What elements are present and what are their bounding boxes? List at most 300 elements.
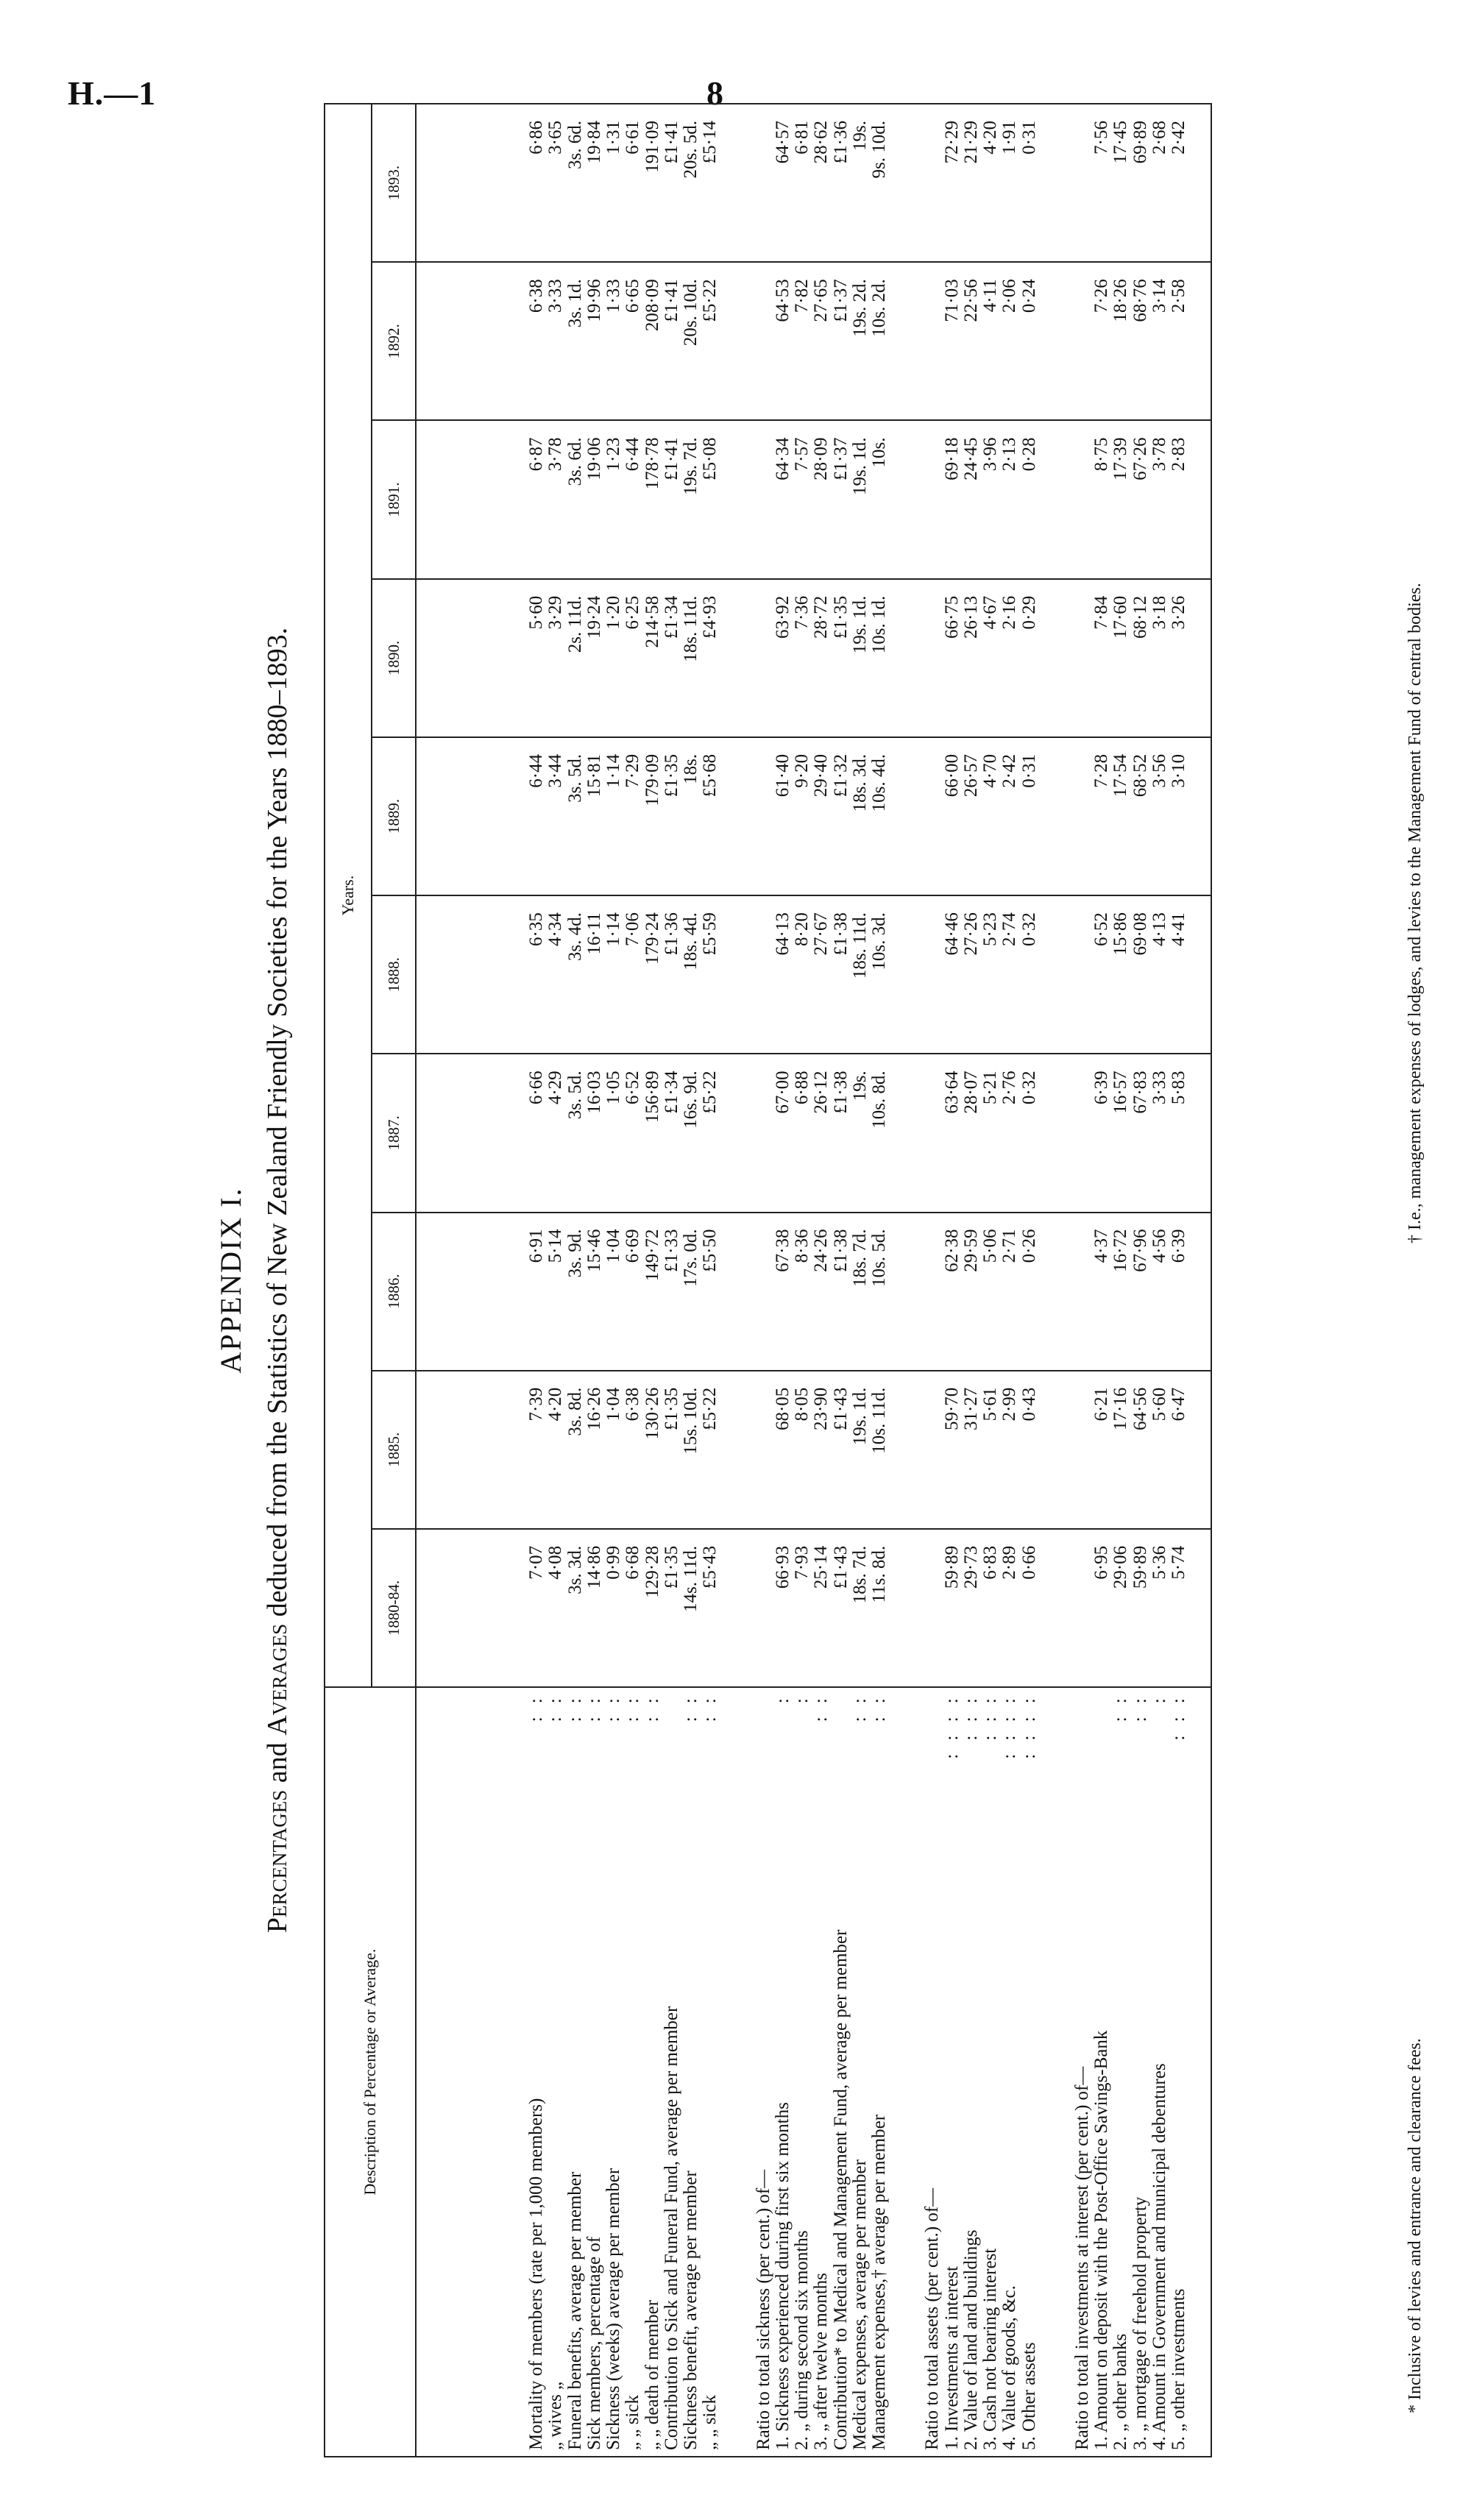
table-cell: 68·76 [1131,262,1150,420]
row-label-text: Sickness benefit, average per member [681,2171,701,2450]
table-cell: 66·75 [943,579,962,737]
table-cell [720,1371,773,1529]
table-cell: 66·93 [773,1529,793,1687]
table-cell: 69·89 [1131,104,1150,262]
row-label [870,1687,889,2457]
table-cell: £5·22 [701,262,720,420]
table-cell: 156·89 [643,1054,662,1212]
table-cell: 3s. 6d. [566,104,585,262]
table-cell: 4·11 [981,262,1000,420]
table-cell: 3·44 [546,737,565,895]
table-row [623,104,642,2457]
table-cell: 71·03 [943,262,962,420]
row-label [943,1687,962,2457]
table-cell: 10s. 3d. [870,895,889,1054]
table-cell [1039,1213,1092,1371]
table-cell: 17s. 0d. [681,1213,701,1371]
row-label [812,1687,831,2457]
table-cell: 29·06 [1111,1529,1130,1687]
year-header: 1880-84. [372,1529,416,1687]
table-cell [889,1213,942,1371]
table-cell: 6·25 [623,579,642,737]
table-cell: 6·83 [981,1529,1000,1687]
table-cell: 20s. 5d. [681,104,701,262]
table-cell: 1·91 [1000,104,1019,262]
table-cell: 10s. 1d. [870,579,889,737]
table-row [981,104,1000,2457]
table-cell: 68·05 [773,1371,793,1529]
table-cell: 7·56 [1092,104,1111,262]
row-label-text: „ „ sick [700,2395,720,2450]
table-cell: 149·72 [643,1213,662,1371]
table-cell [720,262,773,420]
row-leader-dots: : : [700,1694,720,1722]
row-leader-dots: : : [681,1694,701,1722]
table-row [681,104,701,2457]
table-cell: 5·23 [981,895,1000,1054]
table-cell: 18s. 3d. [851,737,870,895]
table-cell: 10s. 5d. [870,1213,889,1371]
table-cell: 67·38 [773,1213,793,1371]
table-cell: 129·28 [643,1529,662,1687]
table-cell [720,1054,773,1212]
table-cell: 28·72 [812,579,831,737]
row-label-text: Sick members, percentage of [584,2236,604,2450]
table-cell: 26·12 [812,1054,831,1212]
row-label-text: „ wives „ [545,2381,566,2450]
table-cell: 25·14 [812,1529,831,1687]
table-cell: 20s. 10d. [681,262,701,420]
table-cell: £5·68 [701,737,720,895]
row-label [889,1687,942,2457]
table-cell: 28·62 [812,104,831,262]
table-cell: 59·70 [943,1371,962,1529]
table-cell: 64·13 [773,895,793,1054]
year-header: 1891. [372,421,416,579]
table-cell: 3s. 5d. [566,737,585,895]
table-cell: 66·00 [943,737,962,895]
row-label [1169,1687,1211,2457]
table-cell: £1·38 [832,895,851,1054]
table-cell: 0·43 [1020,1371,1039,1529]
table-cell: 18s. 7d. [851,1529,870,1687]
table-cell: 5·60 [416,579,546,737]
table-cell: 1·14 [604,895,623,1054]
table-cell: 2s. 11d. [566,579,585,737]
row-label-text: 5. „ other investments [1169,2288,1188,2450]
table-cell: 62·38 [943,1213,962,1371]
table-cell: 7·57 [793,421,812,579]
table-cell: 130·26 [643,1371,662,1529]
row-label-text: 3. „ after twelve months [811,2273,832,2450]
table-cell: 4·13 [1150,895,1169,1054]
table-cell: 26·13 [962,579,981,737]
row-leader-dots: : : [849,1694,870,1722]
table-cell [889,579,942,737]
table-cell: 8·36 [793,1213,812,1371]
table-cell [1039,579,1092,737]
table-cell: 6·68 [623,1529,642,1687]
table-cell: 15·86 [1111,895,1130,1054]
table-cell: 1·14 [604,737,623,895]
row-leader-dots: : [792,1694,812,1704]
table-row [1000,104,1019,2457]
table-cell: 19·96 [585,262,604,420]
row-label-text: Sickness (weeks) average per member [603,2168,623,2450]
table-cell: 18s. 4d. [681,895,701,1054]
row-label-text: Ratio to total investments at interest (per cent.) of— [1071,2066,1092,2450]
row-label [773,1687,793,2457]
table-cell: £1·34 [662,579,681,737]
table-cell: 19s. 1d. [851,579,870,737]
table-cell: 2·89 [1000,1529,1019,1687]
table-cell: 2·06 [1000,262,1019,420]
row-leader-dots: : : [584,1694,604,1722]
table-cell: 10s. 4d. [870,737,889,895]
table-cell: 63·92 [773,579,793,737]
table-cell: 6·81 [793,104,812,262]
table-cell: 5·21 [981,1054,1000,1212]
table-cell: £5·14 [701,104,720,262]
table-row [1131,104,1150,2457]
table-cell: 8·75 [1092,421,1111,579]
table-cell [720,895,773,1054]
table-cell: 3·33 [546,262,565,420]
table-cell: 179·09 [643,737,662,895]
table-cell: 7·07 [416,1529,546,1687]
table-cell: 10s. 8d. [870,1054,889,1212]
table-cell: 19·84 [585,104,604,262]
table-cell: 6·52 [623,1054,642,1212]
table-cell: 0·28 [1020,421,1039,579]
table-cell [1039,1371,1092,1529]
row-label-text: Management expenses,† average per member [869,2114,889,2450]
row-label-text: Ratio to total sickness (per cent.) of— [753,2169,773,2450]
row-label [585,1687,604,2457]
table-cell: 69·08 [1131,895,1150,1054]
row-label [793,1687,812,2457]
page-number: 8 [706,74,723,112]
table-cell: 4·56 [1150,1213,1169,1371]
row-label-text: 4. Value of goods, &c. [999,2285,1020,2450]
year-header: 1887. [372,1054,416,1212]
row-label [681,1687,701,2457]
row-label-text: 3. „ mortgage of freehold property [1130,2196,1150,2450]
table-cell: 4·67 [981,579,1000,737]
table-row [812,104,831,2457]
row-label [701,1687,720,2457]
footnote-management-expenses: † I.e., management expenses of lodges, and levies to the Management Fund of central bodies. [1406,583,1425,1243]
table-cell: 3·29 [546,579,565,737]
row-label [1150,1687,1169,2457]
table-cell: 191·09 [643,104,662,262]
table-cell: £5·22 [701,1054,720,1212]
table-cell [720,737,773,895]
row-leader-dots: : [772,1694,793,1704]
table-cell: 1·04 [604,1213,623,1371]
table-cell: 7·06 [623,895,642,1054]
table-cell: 1·23 [604,421,623,579]
table-cell: 1·20 [604,579,623,737]
table-cell: 3s. 5d. [566,1054,585,1212]
table-cell: 18s. [681,737,701,895]
table-cell: 6·65 [623,262,642,420]
table-cell: 4·29 [546,1054,565,1212]
table-cell: £5·43 [701,1529,720,1687]
row-label-text: 3. Cash not bearing interest [980,2248,1000,2450]
row-label [962,1687,981,2457]
table-cell: 67·83 [1131,1054,1150,1212]
table-row [1039,104,1092,2457]
appendix-title: APPENDIX I. [214,1187,247,1374]
table-cell: 3·65 [546,104,565,262]
table-cell: £1·38 [832,1213,851,1371]
table-row [546,104,565,2457]
table-cell: 2·58 [1169,262,1211,420]
table-cell: 15·46 [585,1213,604,1371]
table-row [870,104,889,2457]
row-label [851,1687,870,2457]
table-cell: £1·35 [832,579,851,737]
table-row [851,104,870,2457]
row-label-text: 1. Amount on deposit with the Post-Office Savings-Bank [1091,2030,1111,2450]
table-cell: 7·36 [793,579,812,737]
table-cell [720,1529,773,1687]
table-cell: 1·05 [604,1054,623,1212]
table-cell: 2·83 [1169,421,1211,579]
table-cell: 3·26 [1169,579,1211,737]
table-cell: £1·34 [662,1054,681,1212]
row-label-text: 5. Other assets [1018,2342,1039,2450]
row-label [1020,1687,1039,2457]
table-cell: £1·36 [832,104,851,262]
row-leader-dots: : : [1130,1694,1150,1722]
table-cell: 6·95 [1092,1529,1111,1687]
table-cell: £5·50 [701,1213,720,1371]
table-cell: £4·93 [701,579,720,737]
table-cell: 7·29 [623,737,642,895]
year-header: 1889. [372,737,416,895]
table-cell: 6·86 [416,104,546,262]
row-label-text: Mortality of members (rate per 1,000 members) [526,2098,546,2450]
table-cell: 6·44 [416,737,546,895]
row-label [981,1687,1000,2457]
table-cell: 0·29 [1020,579,1039,737]
table-cell: 6·87 [416,421,546,579]
row-label [604,1687,623,2457]
table-cell: 7·39 [416,1371,546,1529]
row-label [546,1687,565,2457]
table-body [416,104,1211,2457]
table-cell: 19·06 [585,421,604,579]
table-cell [720,104,773,262]
row-leader-dots: : : [526,1694,546,1722]
table-cell: 19s. 1d. [851,1371,870,1529]
table-cell: 17·60 [1111,579,1130,737]
table-cell: 0·99 [604,1529,623,1687]
table-cell: £1·37 [832,421,851,579]
table-cell: 6·61 [623,104,642,262]
table-cell: 2·71 [1000,1213,1019,1371]
table-cell: 27·65 [812,262,831,420]
table-cell: 3·18 [1150,579,1169,737]
table-cell [889,104,942,262]
year-header: 1885. [372,1371,416,1529]
table-cell: £1·41 [662,104,681,262]
table-cell: 3·56 [1150,737,1169,895]
year-header: 1890. [372,579,416,737]
table-cell: 3·78 [546,421,565,579]
table-cell: 23·90 [812,1371,831,1529]
table-cell: 18·26 [1111,262,1130,420]
table-cell [1039,262,1092,420]
table-row [1092,104,1111,2457]
table-cell: 4·20 [546,1371,565,1529]
table-cell: 17·45 [1111,104,1130,262]
table-cell: 64·57 [773,104,793,262]
row-label [1000,1687,1019,2457]
table-row [566,104,585,2457]
table-cell: 5·61 [981,1371,1000,1529]
table-cell: 67·00 [773,1054,793,1212]
table-cell: 3·14 [1150,262,1169,420]
table-cell: £1·37 [832,262,851,420]
table-cell: 3·96 [981,421,1000,579]
table-cell: 5·36 [1150,1529,1169,1687]
table-cell: 6·88 [793,1054,812,1212]
rotated-table-sheet [199,103,1450,2457]
table-row [793,104,812,2457]
table-cell: 68·52 [1131,737,1150,895]
row-label-text: „ „ death of member [642,2299,662,2450]
table-cell: 214·58 [643,579,662,737]
table-cell: £1·33 [662,1213,681,1371]
table-cell: £1·41 [662,421,681,579]
year-header: 1888. [372,895,416,1054]
table-cell: 10s. [870,421,889,579]
table-cell [889,262,942,420]
row-label-text: 2. Value of land and buildings [960,2229,981,2450]
table-cell: 5·14 [546,1213,565,1371]
table-cell: 6·21 [1092,1371,1111,1529]
table-cell: £1·38 [832,1054,851,1212]
table-cell: 14·86 [585,1529,604,1687]
year-header: 1893. [372,104,416,262]
row-leader-dots: : : [623,1694,643,1722]
table-cell: 21·29 [962,104,981,262]
table-row [604,104,623,2457]
table-cell: 6·66 [416,1054,546,1212]
table-cell: 2·68 [1150,104,1169,262]
table-cell: £1·35 [662,1529,681,1687]
table-cell: 5·06 [981,1213,1000,1371]
table-cell [889,1529,942,1687]
table-cell: 2·74 [1000,895,1019,1054]
table-cell: 29·73 [962,1529,981,1687]
table-cell: 1·33 [604,262,623,420]
table-cell: 17·39 [1111,421,1130,579]
table-cell: 6·69 [623,1213,642,1371]
row-label [1131,1687,1150,2457]
table-cell: 6·47 [1169,1371,1211,1529]
row-leader-dots: : : [564,1694,585,1722]
title-percentages: Percentages [262,1789,293,1934]
table-cell: 0·31 [1020,104,1039,262]
table-cell: 72·29 [943,104,962,262]
table-cell: 18s. 11d. [851,895,870,1054]
table-cell: 16·72 [1111,1213,1130,1371]
table-cell: 29·59 [962,1213,981,1371]
table-cell [720,421,773,579]
table-cell: 64·46 [943,895,962,1054]
table-cell: £1·43 [832,1529,851,1687]
table-row [943,104,962,2457]
table-cell: £1·35 [662,1371,681,1529]
table-row [1150,104,1169,2457]
table-cell: 64·34 [773,421,793,579]
table-cell: 29·40 [812,737,831,895]
table-cell: 1·04 [604,1371,623,1529]
year-header: 1892. [372,262,416,420]
table-cell: 178·78 [643,421,662,579]
footnote-inclusive-levies: * Inclusive of levies and entrance and clearance fees. [1406,2038,1425,2413]
table-row [962,104,981,2457]
table-cell: 2·13 [1000,421,1019,579]
table-cell: 24·26 [812,1213,831,1371]
table-cell: 18s. 11d. [681,579,701,737]
table-cell: 9·20 [793,737,812,895]
table-cell [889,737,942,895]
table-cell: 3·78 [1150,421,1169,579]
years-header: Years. [325,104,372,1687]
table-cell: 6·91 [416,1213,546,1371]
table-cell: £5·22 [701,1371,720,1529]
row-label [643,1687,662,2457]
table-cell: 67·26 [1131,421,1150,579]
table-cell: 8·20 [793,895,812,1054]
row-label-text: „ „ sick [623,2395,643,2450]
row-label-text: 1. Investments at interest [941,2266,962,2450]
table-cell [1039,895,1092,1054]
row-label [566,1687,585,2457]
table-row [701,104,720,2457]
row-label [416,1687,546,2457]
row-leader-dots: : : [603,1694,623,1722]
table-cell: 6·38 [623,1371,642,1529]
table-cell: 6·44 [623,421,642,579]
table-cell: £1·35 [662,737,681,895]
table-cell: 14s. 11d. [681,1529,701,1687]
table-cell [889,1371,942,1529]
row-label [623,1687,642,2457]
table-cell: 59·89 [943,1529,962,1687]
table-cell: 63·64 [943,1054,962,1212]
table-cell: 67·96 [1131,1213,1150,1371]
row-leader-dots: : : : [1169,1694,1188,1741]
row-leader-dots: : : : [980,1694,1000,1741]
row-leader-dots: : : : [960,1694,981,1741]
table-row [720,104,773,2457]
table-cell: 4·20 [981,104,1000,262]
table-cell: 24·45 [962,421,981,579]
page-id: H.—1 [68,74,157,112]
row-leader-dots: : : [545,1694,566,1722]
row-label-text: 1. Sickness experienced during first six months [772,2102,793,2450]
table-cell: 6·35 [416,895,546,1054]
table-cell: 3s. 3d. [566,1529,585,1687]
row-label-text: 2. „ other banks [1110,2333,1131,2450]
table-cell [1039,421,1092,579]
